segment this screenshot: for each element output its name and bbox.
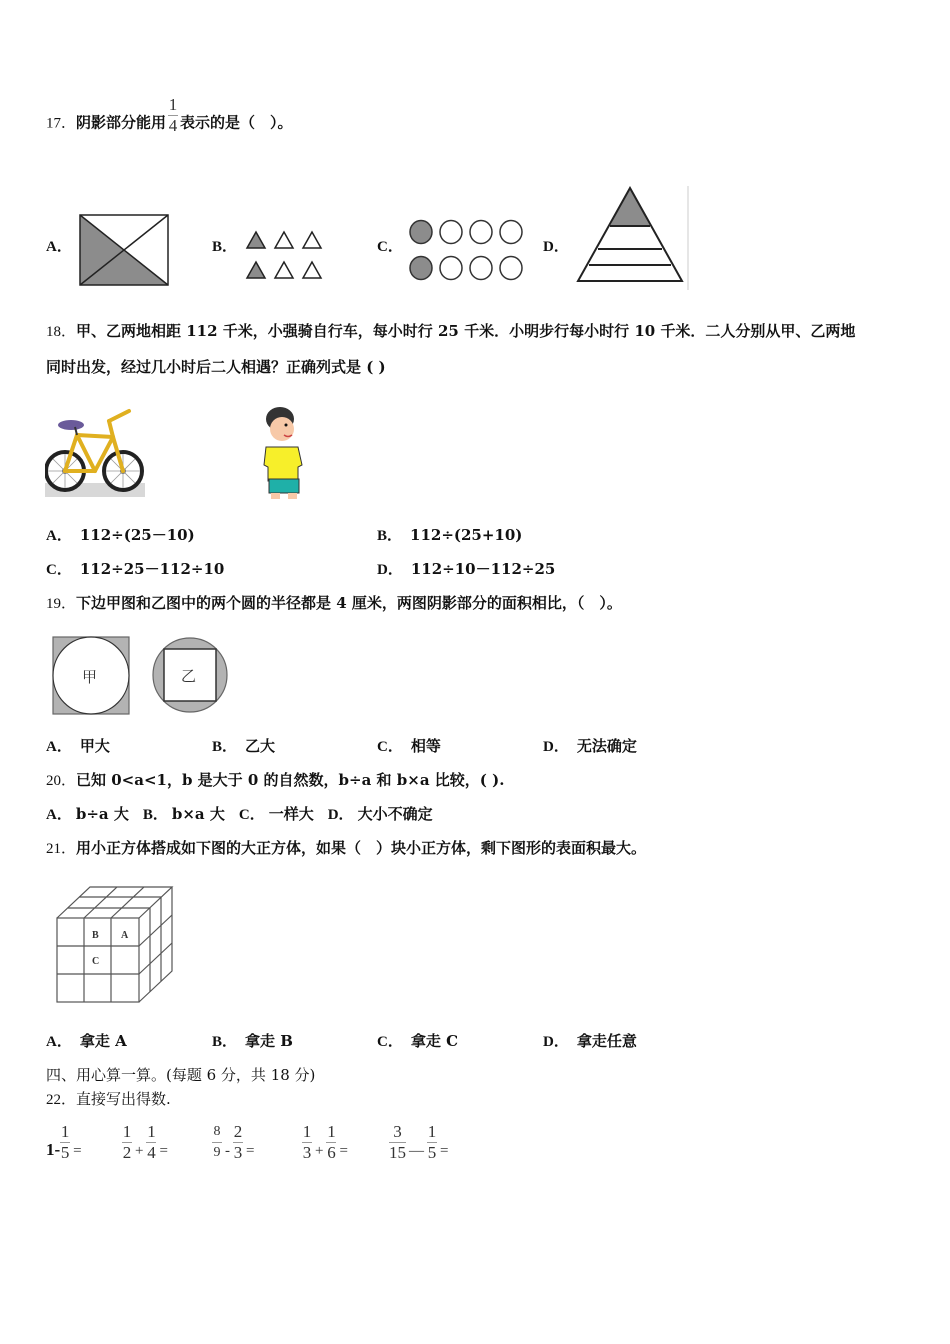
- q20-option-d[interactable]: D． 大小不确定: [327, 805, 433, 823]
- q17-option-b-label[interactable]: B．: [212, 239, 238, 255]
- circles-figure: [408, 218, 526, 284]
- calc-item-5: $\frac{3}{15}$ — $\frac{1}{5}$ =: [389, 1122, 449, 1162]
- question-text-after: 表示的是（ ）。: [180, 113, 293, 132]
- q21-option-b[interactable]: B． 拿走 B: [212, 1032, 293, 1050]
- fraction: $\frac{1}{2}$: [122, 1122, 132, 1162]
- calc-item-4: $\frac{1}{3}$ + $\frac{1}{6}$ =: [302, 1122, 348, 1162]
- question-number: 21．: [46, 841, 77, 857]
- layered-triangle-figure: [576, 186, 690, 290]
- question-text-before: 阴影部分能用: [76, 113, 167, 132]
- triangles-figure: [245, 230, 325, 282]
- question-18-line-2: 同时出发，经过几小时后二人相遇？正确列式是 ( ): [46, 358, 386, 376]
- q21-option-a[interactable]: A． 拿走 A: [46, 1032, 127, 1050]
- q19-option-b[interactable]: B． 乙大: [212, 737, 276, 755]
- q20-option-b[interactable]: B． b×a 大: [142, 805, 225, 823]
- cube-label-a: A: [121, 930, 129, 941]
- fraction: $\frac{3}{15}$: [389, 1122, 406, 1162]
- q17-option-a-label[interactable]: A．: [46, 239, 72, 255]
- fraction: $\frac{1}{4}$: [147, 1122, 156, 1162]
- square-in-circle-figure-yi: [151, 636, 229, 714]
- figure-label-yi: 乙: [181, 667, 197, 685]
- section-4-title: 四、用心算一算。(每题 6 分，共 18 分): [46, 1066, 316, 1084]
- cube-label-b: B: [92, 930, 99, 941]
- q21-option-c[interactable]: C． 拿走 C: [377, 1032, 459, 1050]
- square-diagonals-figure: [79, 214, 169, 286]
- question-number: 20．: [46, 773, 77, 789]
- fraction: $\frac{1}{5}$: [427, 1122, 437, 1162]
- question-number: 17．: [46, 115, 77, 132]
- question-18-line-1: 18．甲、乙两地相距 112 千米，小强骑自行车，每小时行 25 千米．小明步行每小时行 10 千米．二人分别从甲、乙两地: [46, 322, 856, 340]
- fraction: $\frac{1}{3}$: [302, 1122, 312, 1162]
- q17-option-c-label[interactable]: C．: [377, 239, 403, 255]
- q18-option-c[interactable]: C． 112÷25－112÷10: [46, 560, 225, 578]
- circle-in-square-figure-jia: [52, 636, 130, 716]
- cube-figure: [55, 885, 177, 1007]
- boy-image: [258, 403, 308, 501]
- q17-option-d-label[interactable]: D．: [543, 239, 569, 255]
- calc-item-3: $\frac{8}{9}$ - $\frac{2}{3}$ =: [213, 1122, 255, 1162]
- question-number: 19．: [46, 596, 77, 612]
- q18-option-d[interactable]: D． 112÷10－112÷25: [377, 560, 556, 578]
- q19-option-a[interactable]: A． 甲大: [46, 737, 110, 755]
- question-22: 22．直接写出得数.: [46, 1090, 171, 1108]
- q19-option-c[interactable]: C． 相等: [377, 737, 441, 755]
- bicycle-image: [45, 405, 145, 501]
- q18-option-b[interactable]: B． 112÷(25+10): [377, 526, 523, 544]
- question-number: 18．: [46, 324, 77, 340]
- fraction: $\frac{1}{5}$: [60, 1122, 70, 1162]
- fraction-one-quarter: $\frac{1}{4}$: [168, 95, 178, 135]
- q20-option-c[interactable]: C． 一样大: [238, 805, 314, 823]
- question-21: 21．用小正方体搭成如下图的大正方体，如果（ ）块小正方体，剩下图形的表面积最大。: [46, 839, 647, 857]
- question-19: 19．下边甲图和乙图中的两个圆的半径都是 4 厘米，两图阴影部分的面积相比，（ ）。: [46, 594, 622, 612]
- question-number: 22．: [46, 1092, 77, 1108]
- q21-option-d[interactable]: D． 拿走任意: [543, 1032, 637, 1050]
- cube-label-c: C: [92, 956, 100, 967]
- fraction: $\frac{2}{3}$: [233, 1122, 243, 1162]
- calc-item-2: $\frac{1}{2}$ + $\frac{1}{4}$ =: [122, 1122, 168, 1162]
- question-17: [46, 95, 293, 143]
- figure-label-jia: 甲: [82, 668, 98, 686]
- fraction: $\frac{8}{9}$: [213, 1124, 221, 1160]
- fraction: $\frac{1}{6}$: [327, 1122, 336, 1162]
- q19-option-d[interactable]: D． 无法确定: [543, 737, 637, 755]
- q20-options: [46, 804, 433, 825]
- q20-option-a[interactable]: A． b÷a 大: [46, 805, 129, 823]
- q18-option-a[interactable]: A． 112÷(25－10): [46, 526, 195, 544]
- calc-item-1: 1- $\frac{1}{5}$ =: [46, 1122, 82, 1162]
- question-20: 20．已知 0<a<1，b 是大于 0 的自然数，b÷a 和 b×a 比较，( ).: [46, 771, 505, 789]
